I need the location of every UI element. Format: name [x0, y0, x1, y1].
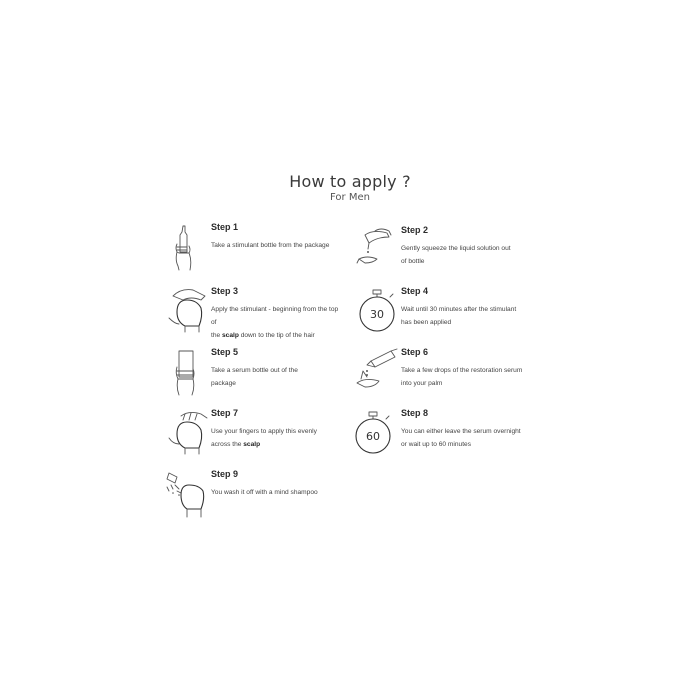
step-label: Step 2	[401, 225, 429, 235]
timer-60-icon	[355, 408, 401, 458]
step-description: Wait until 30 minutes after the stimulant has been applied	[401, 306, 517, 326]
step-description: Gently squeeze the liquid solution out of bottle	[401, 245, 511, 265]
shower-head-icon	[165, 469, 211, 519]
step-description: Use your fingers to apply this evenly across the scalp	[211, 428, 317, 448]
squeeze-bottle-icon	[355, 225, 401, 275]
page-title: How to apply ?	[289, 172, 411, 191]
step-description: Take a serum bottle out of the package	[211, 367, 298, 387]
step-description: Take a few drops of the restoration serum into your palm	[401, 367, 523, 387]
step-label: Step 8	[401, 408, 429, 418]
fingers-on-scalp-icon	[165, 408, 211, 458]
hand-holding-bottle-icon	[165, 222, 211, 272]
step-label: Step 9	[211, 469, 239, 479]
step-label: Step 7	[211, 408, 239, 418]
timer-value: 60	[366, 430, 380, 443]
step-label: Step 3	[211, 286, 239, 296]
page-subtitle: For Men	[330, 192, 370, 203]
step-label: Step 6	[401, 347, 429, 357]
drops-into-palm-icon	[355, 347, 401, 397]
timer-value: 30	[370, 308, 384, 321]
step-label: Step 4	[401, 286, 429, 296]
step-description: You wash it off with a mind shampoo	[211, 489, 318, 496]
head-applying-icon	[165, 286, 211, 336]
hand-holding-serum-icon	[165, 347, 211, 397]
timer-30-icon	[355, 286, 401, 336]
step-description: You can either leave the serum overnight or wait up to 60 minutes	[401, 428, 521, 448]
step-description: Take a stimulant bottle from the package	[211, 242, 330, 249]
step-description: Apply the stimulant - beginning from the top of the scalp down to the tip of the hair	[211, 306, 339, 339]
step-label: Step 5	[211, 347, 239, 357]
step-label: Step 1	[211, 222, 239, 232]
